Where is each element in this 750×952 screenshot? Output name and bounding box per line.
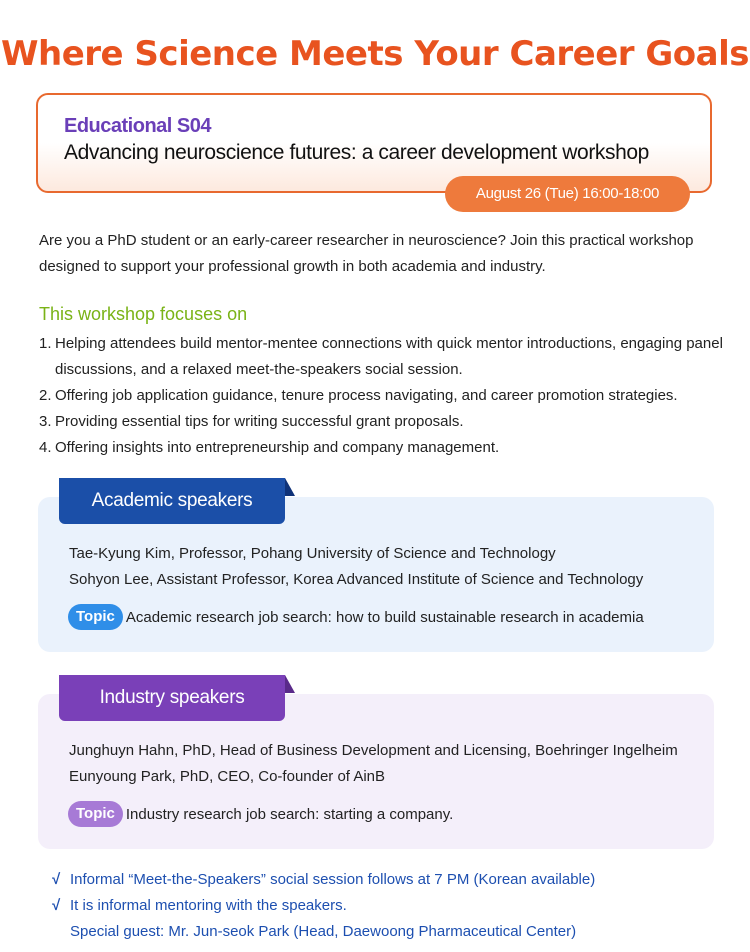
list-item-text: Offering insights into entrepreneurship and company management. bbox=[55, 439, 500, 456]
list-item-text: Offering job application guidance, tenure process navigating, and career promotion strategies. bbox=[55, 387, 678, 404]
academic-speakers-tab: Academic speakers bbox=[59, 478, 285, 524]
special-guest: Special guest: Mr. Jun-seok Park (Head, Daewoong Pharmaceutical Center) bbox=[70, 923, 577, 940]
academic-topic-row bbox=[68, 604, 644, 630]
note-item bbox=[52, 871, 595, 888]
tab-fold-decoration bbox=[285, 675, 295, 693]
list-number: 4. bbox=[39, 439, 52, 456]
list-item bbox=[39, 435, 729, 461]
list-item bbox=[39, 409, 729, 435]
session-datetime-badge: August 26 (Tue) 16:00-18:00 bbox=[445, 176, 690, 212]
focus-list bbox=[39, 331, 729, 461]
industry-speaker: Junghuyn Hahn, PhD, Head of Business Development and Licensing, Boehringer Ingelheim bbox=[69, 742, 678, 759]
academic-speaker: Tae-Kyung Kim, Professor, Pohang University of Science and Technology bbox=[69, 545, 556, 562]
check-icon: √ bbox=[52, 897, 61, 914]
industry-speakers-tab: Industry speakers bbox=[59, 675, 285, 721]
list-number: 1. bbox=[39, 335, 52, 352]
academic-topic-text: Academic research job search: how to build sustainable research in academia bbox=[125, 608, 644, 626]
academic-speaker: Sohyon Lee, Assistant Professor, Korea Advanced Institute of Science and Technology bbox=[69, 571, 644, 588]
list-item bbox=[39, 383, 729, 409]
session-code: Educational S04 bbox=[64, 115, 211, 137]
topic-badge: Topic bbox=[68, 604, 123, 630]
industry-topic-row bbox=[68, 801, 453, 827]
tab-fold-decoration bbox=[285, 478, 295, 496]
focus-heading: This workshop focuses on bbox=[39, 304, 248, 324]
list-item bbox=[39, 331, 729, 383]
list-number: 3. bbox=[39, 413, 52, 430]
note-text: Informal “Meet-the-Speakers” social session follows at 7 PM (Korean available) bbox=[70, 871, 596, 888]
list-item-text: Providing essential tips for writing successful grant proposals. bbox=[55, 413, 464, 430]
industry-speaker: Eunyoung Park, PhD, CEO, Co-founder of AinB bbox=[69, 768, 386, 785]
industry-topic-text: Industry research job search: starting a company. bbox=[125, 805, 454, 823]
note-item bbox=[52, 897, 347, 914]
topic-badge: Topic bbox=[68, 801, 123, 827]
note-text: It is informal mentoring with the speakers. bbox=[70, 897, 347, 914]
intro-paragraph: Are you a PhD student or an early-career researcher in neuroscience? Join this practical workshop designed to support your professional growth in both academia and industry. bbox=[39, 232, 694, 275]
session-title: Advancing neuroscience futures: a career development workshop bbox=[64, 141, 649, 164]
list-number: 2. bbox=[39, 387, 52, 404]
check-icon: √ bbox=[52, 871, 61, 888]
page-headline: Where Science Meets Your Career Goals bbox=[1, 34, 749, 74]
list-item-text: Helping attendees build mentor-mentee connections with quick mentor introductions, engaging panel discussions, and a relaxed meet-the-speakers social session. bbox=[55, 335, 723, 378]
